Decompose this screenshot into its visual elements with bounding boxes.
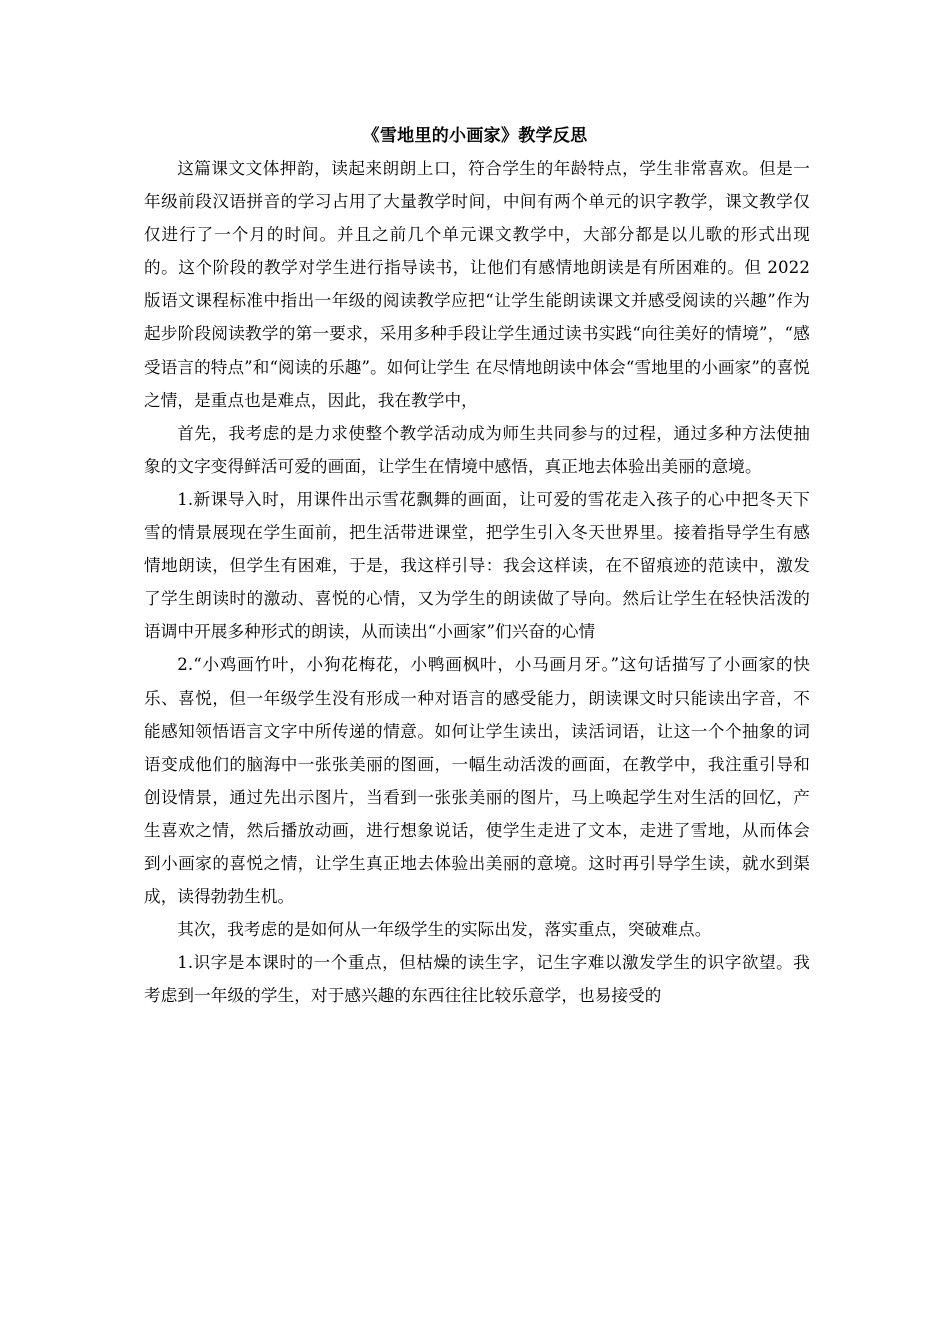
paragraph: 1.新课导入时，用课件出示雪花飘舞的画面，让可爱的雪花走入孩子的心中把冬天下雪的情景展现在学生面前，把生活带进课堂，把学生引入冬天世界里。接着指导学生有感情地朗读，但学生有困难，于是，我这样引导：我会这样读，在不留痕迹的范读中，激发了学生朗读时的激动、喜悦的心情，又为学生的朗读做了导向。然后让学生在轻快活泼的语调中开展多种形式的朗读，从而读出“小画家”们兴奋的心情	[144, 489, 810, 642]
document-title: 《雪地里的小画家》教学反思	[362, 126, 588, 146]
paragraph: 2.“小鸡画竹叶，小狗花梅花，小鸭画枫叶，小马画月牙。”这句话描写了小画家的快乐、喜悦，但一年级学生没有形成一种对语言的感受能力，朗读课文时只能读出字音，不能感知领悟语言文字中所传递的情意。如何让学生读出，读活词语，让这一个个抽象的词语变成他们的脑海中一张张美丽的图画，一幅生动活泼的画面，在教学中，我注重引导和创设情景，通过先出示图片，当看到一张张美丽的图片，马上唤起学生对生活的回忆，产生喜欢之情，然后播放动画，进行想象说话，使学生走进了文本，走进了雪地，从而体会到小画家的喜悦之情，让学生真正地去体验出美丽的意境。这时再引导学生读，就水到渠成，读得勃勃生机。	[144, 655, 810, 907]
document-body	[144, 152, 810, 1012]
paragraph: 其次，我考虑的是如何从一年级学生的实际出发，落实重点，突破难点。	[177, 920, 712, 940]
paragraph: 这篇课文文体押韵，读起来朗朗上口，符合学生的年龄特点，学生非常喜欢。但是一年级前段汉语拼音的学习占用了大量教学时间，中间有两个单元的识字教学，课文教学仅仅进行了一个月的时间。并且之前几个单元课文教学中，大部分都是以儿歌的形式出现的。这个阶段的教学对学生进行指导读书，让他们有感情地朗读是有所困难的。但 2022 版语文课程标准中指出一年级的阅读教学应把“让学生能朗读课文并感受阅读的兴趣”作为起步阶段阅读教学的第一要求，采用多种手段让学生通过读书实践“向往美好的情境”，“感受语言的特点”和“阅读的乐趣”。如何让学生 在尽情地朗读中体会“雪地里的小画家”的喜悦之情，是重点也是难点，因此，我在教学中，	[144, 159, 810, 410]
paragraph: 1.识字是本课时的一个重点，但枯燥的读生字，记生字难以激发学生的识字欲望。我考虑到一年级的学生，对于感兴趣的东西往往比较乐意学，也易接受的	[144, 953, 810, 1006]
paragraph: 首先，我考虑的是力求使整个教学活动成为师生共同参与的过程，通过多种方法使抽象的文字变得鲜活可爱的画面，让学生在情境中感悟，真正地去体验出美丽的意境。	[144, 423, 810, 476]
